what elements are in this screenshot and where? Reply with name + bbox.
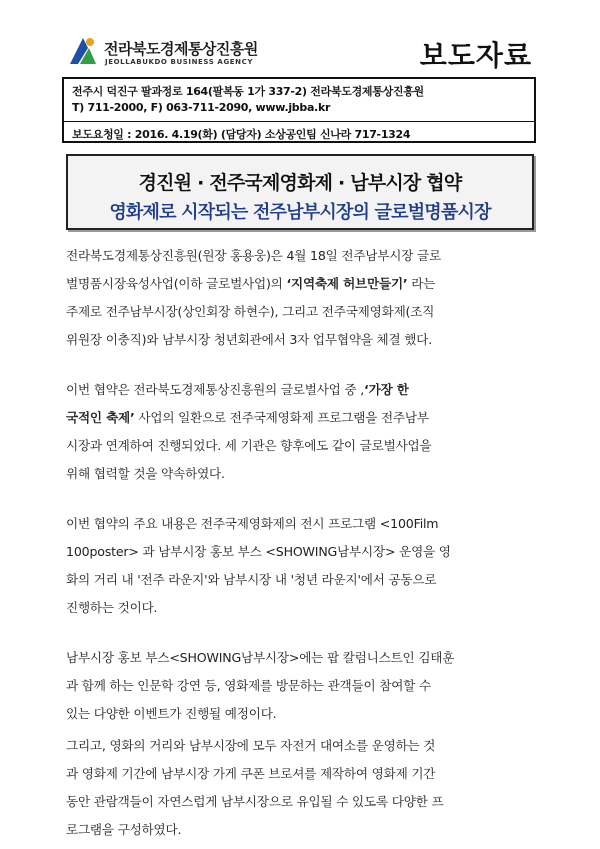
body-paragraph-4 xyxy=(66,644,538,728)
para-line: 과 함께 하는 인문학 강연 등, 영화제를 방문하는 관객들이 참여할 수 xyxy=(66,678,431,693)
emphasis-text: ‘가장 한 xyxy=(364,382,409,397)
request-line: 보도요청일 : 2016. 4.19(화) (담당자) 소상공인팀 신나라 717-1324 xyxy=(72,128,411,141)
para-line: 남부시장 홍보 부스<SHOWING남부시장>에는 팝 칼럼니스트인 김태훈 xyxy=(66,650,455,665)
para-line: 있는 다양한 이벤트가 진행될 예정이다. xyxy=(66,706,277,721)
contact-line: T) 711-2000, F) 063-711-2090, www.jbba.kr xyxy=(72,101,331,114)
para-line: 동안 관람객들이 자연스럽게 남부시장으로 유입될 수 있도록 다양한 프 xyxy=(66,794,444,809)
para-line: 진행하는 것이다. xyxy=(66,600,158,615)
emphasis-text: 국적인 축제’ xyxy=(66,410,135,425)
info-divider xyxy=(64,121,534,122)
org-name: 전라북도경제통상진흥원 xyxy=(104,40,258,58)
agency-logo-icon xyxy=(66,34,100,68)
contact-info-box xyxy=(62,77,536,143)
body-paragraph-3 xyxy=(66,510,538,622)
para-line: 벌명품시장육성사업(이하 글로벌사업)의 ‘지역축제 허브만들기’ 라는 xyxy=(66,276,436,291)
para-line: 화의 거리 내 '전주 라운지'와 남부시장 내 '청년 라운지'에서 공동으로 xyxy=(66,572,437,587)
para-line: 과 영화제 기간에 남부시장 가게 쿠폰 브로셔를 제작하여 영화제 기간 xyxy=(66,766,436,781)
para-line: 이번 협약의 주요 내용은 전주국제영화제의 전시 프로그램 <100Film xyxy=(66,516,439,531)
document-header xyxy=(62,28,538,76)
headline-main: 경진원 · 전주국제영화제 · 남부시장 협약 xyxy=(138,172,462,194)
doc-type-title: 보도자료 xyxy=(419,39,532,72)
para-line: 국적인 축제’ 사업의 일환으로 전주국제영화제 프로그램을 전주남부 xyxy=(66,410,429,425)
para-line: 100poster> 과 남부시장 홍보 부스 <SHOWING남부시장> 운영을 영 xyxy=(66,544,451,559)
emphasis-text: ‘지역축제 허브만들기’ xyxy=(286,276,408,291)
para-line: 전라북도경제통상진흥원(원장 홍용웅)은 4월 18일 전주남부시장 글로 xyxy=(66,248,441,263)
org-name-en: JEOLLABUKDO BUSINESS AGENCY xyxy=(105,58,254,66)
para-line: 시장과 연계하여 진행되었다. 세 기관은 향후에도 같이 글로벌사업을 xyxy=(66,438,432,453)
body-paragraph-2 xyxy=(66,376,538,488)
para-line: 이번 협약은 전라북도경제통상진흥원의 글로벌사업 중 ,‘가장 한 xyxy=(66,382,409,397)
para-line: 주제로 전주남부시장(상인회장 하현수), 그리고 전주국제영화제(조직 xyxy=(66,304,435,319)
body-paragraph-1 xyxy=(66,242,538,354)
para-line: 로그램을 구성하였다. xyxy=(66,822,182,837)
para-line: 위해 협력할 것을 약속하였다. xyxy=(66,466,225,481)
body-paragraph-5 xyxy=(66,732,538,844)
para-line: 위원장 이충직)와 남부시장 청년회관에서 3자 업무협약을 체결 했다. xyxy=(66,332,433,347)
headline-sub: 영화제로 시작되는 전주남부시장의 글로벌명품시장 xyxy=(109,202,491,223)
headline-box xyxy=(66,154,534,230)
address-line: 전주시 덕진구 팔과정로 164(팔복동 1가 337-2) 전라북도경제통상진흥원 xyxy=(72,85,424,98)
para-line: 그리고, 영화의 거리와 남부시장에 모두 자전거 대여소를 운영하는 것 xyxy=(66,738,436,753)
